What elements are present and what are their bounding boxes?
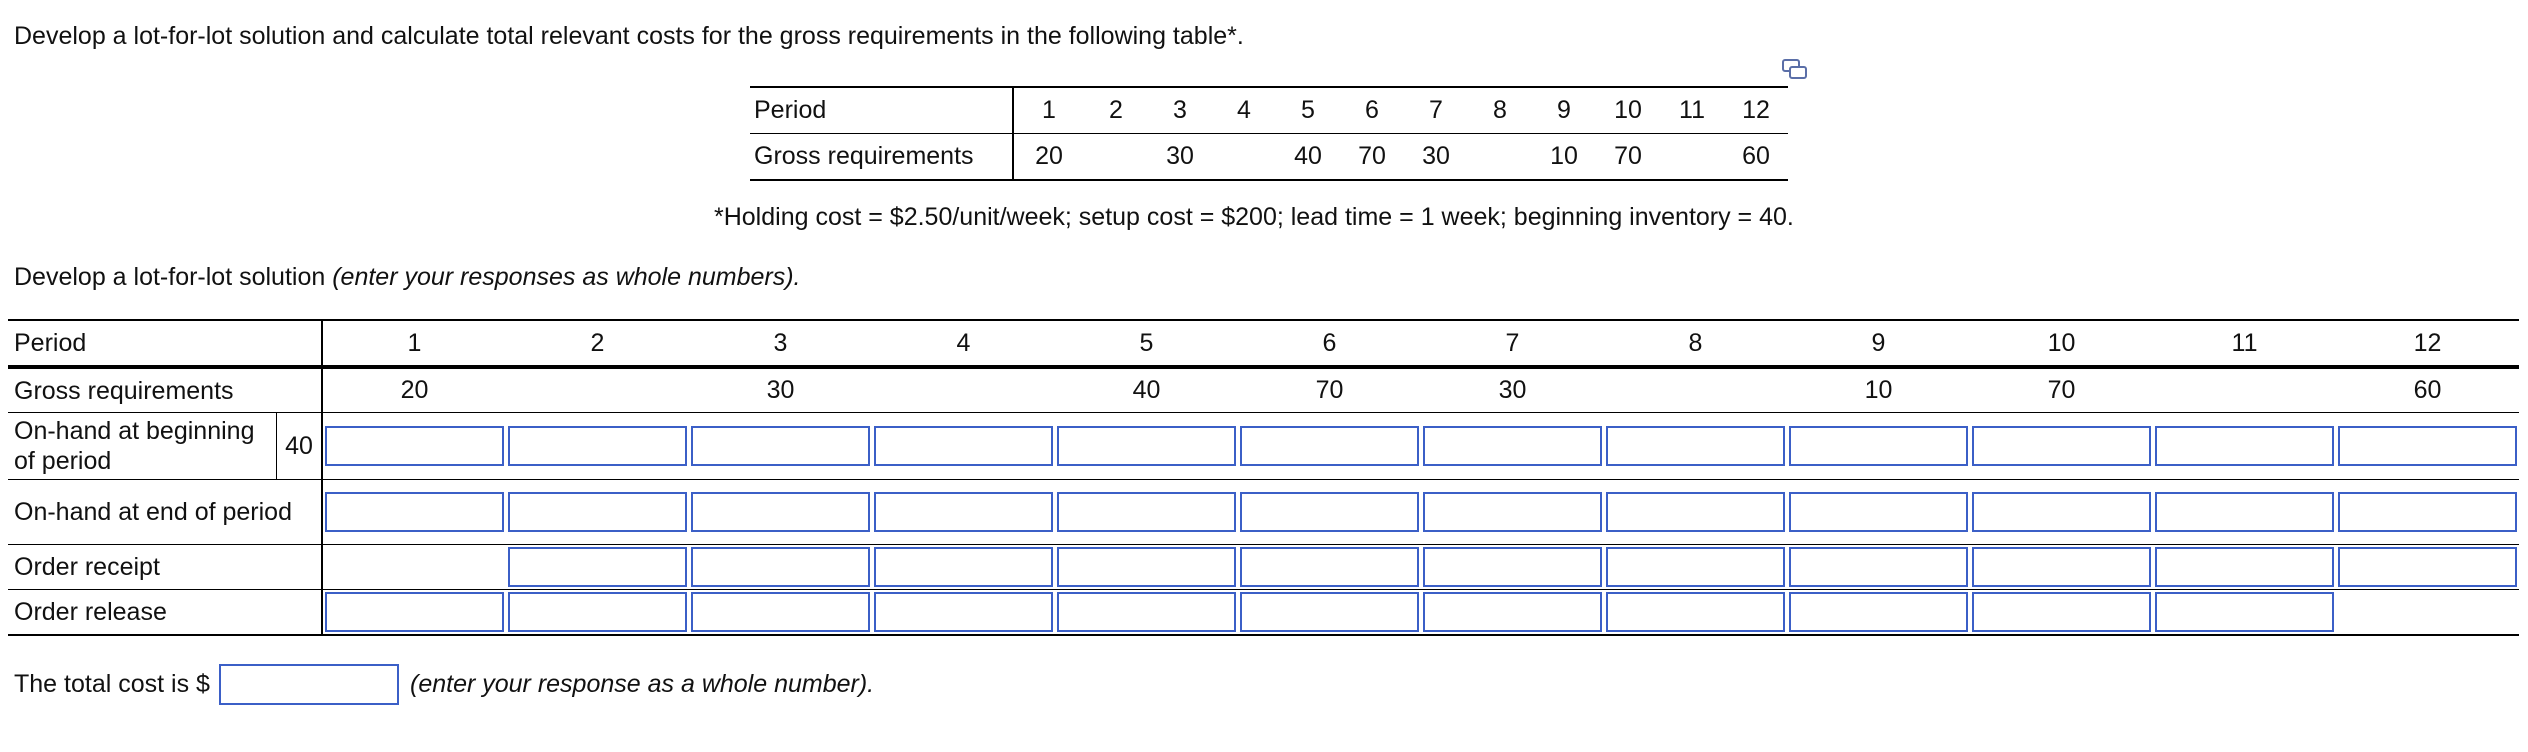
order-receipt-input[interactable] xyxy=(508,547,687,587)
on-hand-begin-cell xyxy=(1421,413,1604,480)
gross-spacer xyxy=(277,367,323,413)
period-header: 4 xyxy=(872,320,1055,367)
period-header: 5 xyxy=(1055,320,1238,367)
on-hand-end-cell xyxy=(872,480,1055,545)
order-receipt-input[interactable] xyxy=(1240,547,1419,587)
on-hand-end-input[interactable] xyxy=(1972,492,2151,532)
order-receipt-cell xyxy=(689,545,872,590)
given-period-cell: 12 xyxy=(1724,87,1788,134)
on-hand-end-label: On-hand at end of period xyxy=(8,480,322,545)
order-receipt-cell xyxy=(1970,545,2153,590)
period-header: 2 xyxy=(506,320,689,367)
on-hand-begin-cell xyxy=(872,413,1055,480)
order-release-cell xyxy=(1238,590,1421,636)
on-hand-end-input[interactable] xyxy=(1606,492,1785,532)
order-release-label: Order release xyxy=(8,590,322,636)
on-hand-end-input[interactable] xyxy=(2338,492,2517,532)
period-header: 12 xyxy=(2336,320,2519,367)
given-gross-cell: 70 xyxy=(1340,134,1404,181)
on-hand-begin-cell xyxy=(322,413,506,480)
given-period-cell: 8 xyxy=(1468,87,1532,134)
order-receipt-cell xyxy=(1055,545,1238,590)
on-hand-begin-cell xyxy=(1238,413,1421,480)
on-hand-end-input[interactable] xyxy=(1789,492,1968,532)
order-release-cell xyxy=(689,590,872,636)
on-hand-end-input[interactable] xyxy=(1240,492,1419,532)
on-hand-end-input[interactable] xyxy=(1423,492,1602,532)
order-release-input[interactable] xyxy=(2155,592,2334,632)
on-hand-begin-cell xyxy=(2336,413,2519,480)
given-period-cell: 10 xyxy=(1596,87,1660,134)
on-hand-begin-cell xyxy=(2153,413,2336,480)
order-release-input[interactable] xyxy=(874,592,1053,632)
gross-cell xyxy=(1604,367,1787,413)
copy-icon[interactable] xyxy=(1782,58,1808,80)
gross-cell xyxy=(2153,367,2336,413)
given-period-label: Period xyxy=(750,87,1013,134)
order-release-input[interactable] xyxy=(1057,592,1236,632)
given-gross-cell: 40 xyxy=(1276,134,1340,181)
gross-cell: 40 xyxy=(1055,367,1238,413)
order-receipt-label: Order receipt xyxy=(8,545,322,590)
gross-cell: 60 xyxy=(2336,367,2519,413)
on-hand-end-cell xyxy=(689,480,872,545)
order-release-input[interactable] xyxy=(1240,592,1419,632)
period-header: 11 xyxy=(2153,320,2336,367)
period-header: 1 xyxy=(322,320,506,367)
order-release-cell xyxy=(872,590,1055,636)
given-requirements-table xyxy=(750,86,1788,181)
on-hand-end-input[interactable] xyxy=(1057,492,1236,532)
on-hand-begin-input[interactable] xyxy=(1789,426,1968,466)
given-gross-cell: 60 xyxy=(1724,134,1788,181)
on-hand-begin-cell xyxy=(1604,413,1787,480)
order-release-input[interactable] xyxy=(691,592,870,632)
on-hand-end-input[interactable] xyxy=(325,492,504,532)
on-hand-begin-input[interactable] xyxy=(1057,426,1236,466)
on-hand-begin-input[interactable] xyxy=(325,426,504,466)
on-hand-begin-input[interactable] xyxy=(1972,426,2151,466)
on-hand-end-input[interactable] xyxy=(691,492,870,532)
cost-footnote: *Holding cost = $2.50/unit/week; setup cost = $200; lead time = 1 week; beginning inventory = 40. xyxy=(714,203,1794,231)
given-gross-cell: 70 xyxy=(1596,134,1660,181)
given-period-cell: 3 xyxy=(1148,87,1212,134)
given-gross-cell: 10 xyxy=(1532,134,1596,181)
on-hand-end-row xyxy=(8,480,2519,545)
on-hand-begin-input[interactable] xyxy=(1606,426,1785,466)
given-period-cell: 7 xyxy=(1404,87,1468,134)
total-cost-label: The total cost is $ xyxy=(14,670,210,698)
order-receipt-input[interactable] xyxy=(1423,547,1602,587)
order-receipt-row xyxy=(8,545,2519,590)
order-receipt-input[interactable] xyxy=(1606,547,1785,587)
on-hand-end-cell xyxy=(1787,480,1970,545)
lot-for-lot-table xyxy=(8,319,2519,636)
on-hand-end-cell xyxy=(1970,480,2153,545)
on-hand-begin-input[interactable] xyxy=(691,426,870,466)
order-release-input[interactable] xyxy=(508,592,687,632)
on-hand-begin-row xyxy=(8,413,2519,480)
given-period-cell: 4 xyxy=(1212,87,1276,134)
order-release-input[interactable] xyxy=(1423,592,1602,632)
order-receipt-input[interactable] xyxy=(874,547,1053,587)
order-release-input[interactable] xyxy=(1972,592,2151,632)
given-gross-cell xyxy=(1468,134,1532,181)
total-cost-input[interactable] xyxy=(219,664,399,705)
given-period-cell: 6 xyxy=(1340,87,1404,134)
on-hand-begin-input[interactable] xyxy=(874,426,1053,466)
initial-on-hand-value: 40 xyxy=(277,413,323,480)
total-cost-hint: (enter your response as a whole number). xyxy=(410,670,875,698)
order-receipt-cell xyxy=(1421,545,1604,590)
on-hand-end-cell xyxy=(2336,480,2519,545)
period-header: 8 xyxy=(1604,320,1787,367)
order-release-empty-cell xyxy=(2336,590,2519,636)
given-gross-cell: 20 xyxy=(1013,134,1084,181)
on-hand-begin-input[interactable] xyxy=(2338,426,2517,466)
on-hand-end-cell xyxy=(1421,480,1604,545)
gross-cell: 30 xyxy=(1421,367,1604,413)
order-release-cell xyxy=(2153,590,2336,636)
given-period-cell: 5 xyxy=(1276,87,1340,134)
order-receipt-cell xyxy=(2336,545,2519,590)
given-gross-cell xyxy=(1660,134,1724,181)
on-hand-end-input[interactable] xyxy=(874,492,1053,532)
order-release-input[interactable] xyxy=(1789,592,1968,632)
period-header: 6 xyxy=(1238,320,1421,367)
order-release-cell xyxy=(1787,590,1970,636)
gross-cell: 70 xyxy=(1238,367,1421,413)
gross-cell: 20 xyxy=(322,367,506,413)
order-release-row xyxy=(8,590,2519,636)
question-prompt: Develop a lot-for-lot solution and calculate total relevant costs for the gross requirements in the following table*. xyxy=(14,22,1244,50)
on-hand-end-input[interactable] xyxy=(508,492,687,532)
gross-cell xyxy=(872,367,1055,413)
given-gross-cell xyxy=(1084,134,1148,181)
order-release-cell xyxy=(506,590,689,636)
on-hand-end-cell xyxy=(322,480,506,545)
period-row xyxy=(8,320,2519,367)
order-receipt-input[interactable] xyxy=(2338,547,2517,587)
given-gross-row xyxy=(750,134,1788,181)
order-receipt-input[interactable] xyxy=(1972,547,2151,587)
order-receipt-cell xyxy=(1604,545,1787,590)
order-release-input[interactable] xyxy=(325,592,504,632)
on-hand-begin-cell xyxy=(1970,413,2153,480)
on-hand-begin-input[interactable] xyxy=(2155,426,2334,466)
order-receipt-input[interactable] xyxy=(1057,547,1236,587)
on-hand-begin-cell xyxy=(1787,413,1970,480)
period-header: 10 xyxy=(1970,320,2153,367)
on-hand-begin-cell xyxy=(689,413,872,480)
order-release-cell xyxy=(1055,590,1238,636)
given-period-cell: 9 xyxy=(1532,87,1596,134)
on-hand-end-input[interactable] xyxy=(2155,492,2334,532)
gross-cell: 10 xyxy=(1787,367,1970,413)
period-header: 7 xyxy=(1421,320,1604,367)
gross-cell: 30 xyxy=(689,367,872,413)
period-spacer xyxy=(277,320,323,367)
on-hand-end-cell xyxy=(1055,480,1238,545)
given-gross-label: Gross requirements xyxy=(750,134,1013,181)
order-receipt-cell xyxy=(1238,545,1421,590)
given-gross-cell: 30 xyxy=(1148,134,1212,181)
on-hand-begin-input[interactable] xyxy=(508,426,687,466)
gross-label: Gross requirements xyxy=(8,367,277,413)
period-header: 3 xyxy=(689,320,872,367)
given-gross-cell xyxy=(1212,134,1276,181)
order-receipt-input[interactable] xyxy=(1789,547,1968,587)
order-release-cell xyxy=(322,590,506,636)
instruction-text xyxy=(14,263,801,292)
gross-cell: 70 xyxy=(1970,367,2153,413)
order-receipt-cell xyxy=(872,545,1055,590)
instruction-hint: (enter your responses as whole numbers). xyxy=(332,263,801,291)
on-hand-begin-cell xyxy=(1055,413,1238,480)
gross-cell xyxy=(506,367,689,413)
instruction-main: Develop a lot-for-lot solution xyxy=(14,263,333,291)
on-hand-end-cell xyxy=(1238,480,1421,545)
order-release-cell xyxy=(1604,590,1787,636)
on-hand-end-cell xyxy=(506,480,689,545)
order-receipt-empty-cell xyxy=(322,545,506,590)
given-period-cell: 1 xyxy=(1013,87,1084,134)
on-hand-begin-input[interactable] xyxy=(1240,426,1419,466)
order-receipt-cell xyxy=(1787,545,1970,590)
given-period-cell: 2 xyxy=(1084,87,1148,134)
order-release-cell xyxy=(1970,590,2153,636)
on-hand-begin-label: On-hand at beginning of period xyxy=(8,413,277,480)
given-period-cell: 11 xyxy=(1660,87,1724,134)
order-receipt-input[interactable] xyxy=(2155,547,2334,587)
given-period-row xyxy=(750,87,1788,134)
order-receipt-cell xyxy=(2153,545,2336,590)
period-header: 9 xyxy=(1787,320,1970,367)
gross-requirements-row xyxy=(8,367,2519,413)
order-receipt-input[interactable] xyxy=(691,547,870,587)
on-hand-end-cell xyxy=(2153,480,2336,545)
given-gross-cell: 30 xyxy=(1404,134,1468,181)
on-hand-begin-input[interactable] xyxy=(1423,426,1602,466)
order-receipt-cell xyxy=(506,545,689,590)
on-hand-begin-cell xyxy=(506,413,689,480)
period-label: Period xyxy=(8,320,277,367)
order-release-cell xyxy=(1421,590,1604,636)
order-release-input[interactable] xyxy=(1606,592,1785,632)
on-hand-end-cell xyxy=(1604,480,1787,545)
